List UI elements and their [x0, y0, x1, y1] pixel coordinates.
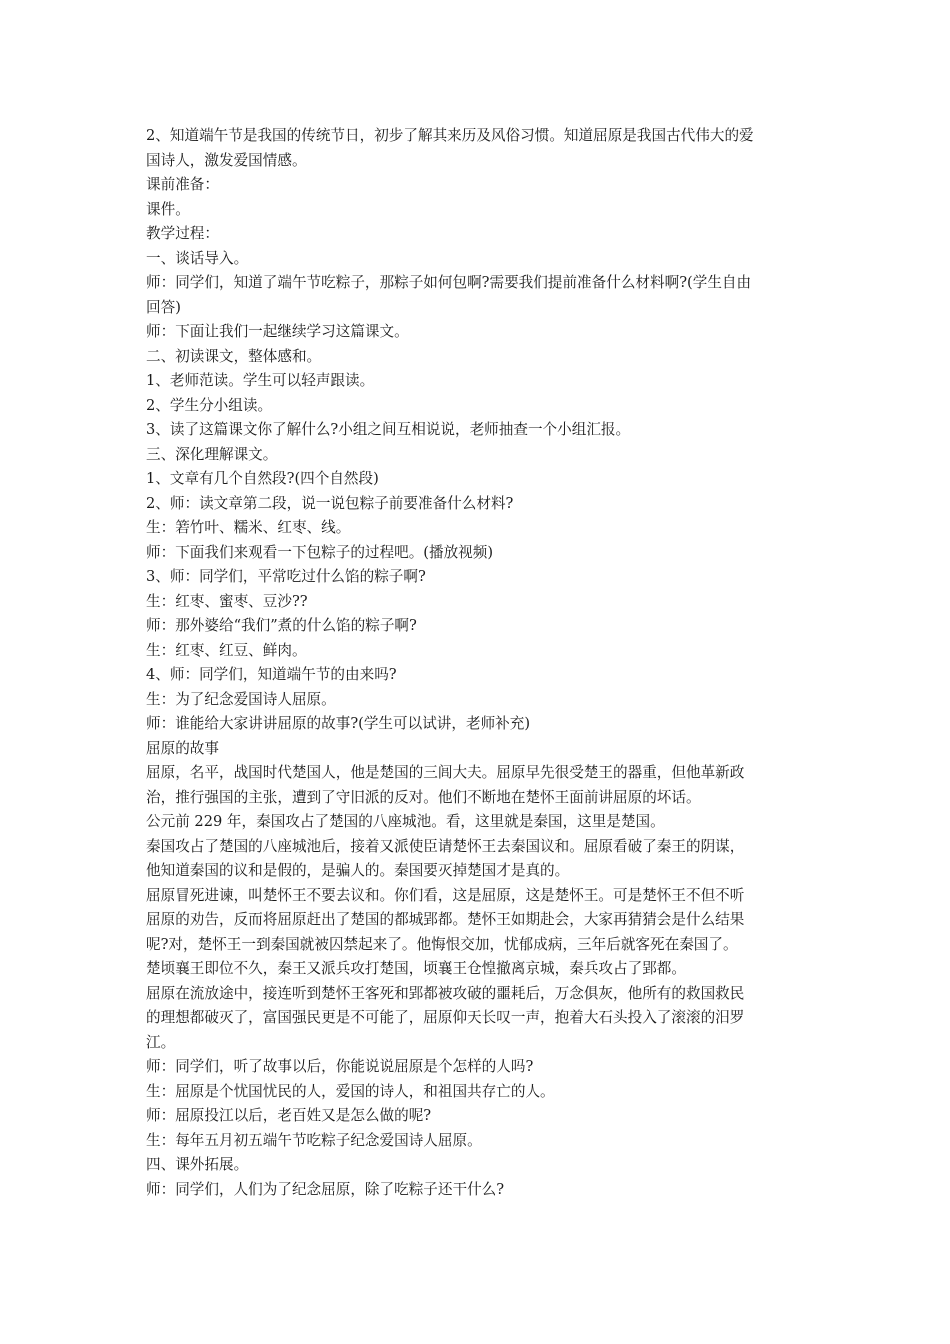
- document-body: [146, 124, 812, 1202]
- text-line: 师：下面我们来观看一下包粽子的过程吧。(播放视频): [146, 543, 494, 561]
- text-line: 3、师：同学们，平常吃过什么馅的粽子啊?: [146, 568, 426, 585]
- text-line: 师：同学们，人们为了纪念屈原，除了吃粽子还干什么?: [146, 1180, 505, 1198]
- text-line: 2、师：读文章第二段，说一说包粽子前要准备什么材料?: [146, 494, 514, 512]
- text-line: 1、文章有几个自然段?(四个自然段): [146, 470, 379, 487]
- story-title: 屈原的故事: [146, 739, 219, 757]
- text-line: 课件。: [146, 200, 190, 218]
- text-line: 屈原的劝告，反而将屈原赶出了楚国的都城郢都。楚怀王如期赴会，大家再猜猜会是什么结果: [146, 911, 745, 928]
- section-heading: 一、谈话导入。: [146, 249, 249, 267]
- text-line: 1、老师范读。学生可以轻声跟读。: [146, 372, 375, 389]
- text-line: 师：下面让我们一起继续学习这篇课文。: [146, 323, 409, 340]
- section-heading: 四、课外拓展。: [146, 1156, 249, 1173]
- text-line: 2、知道端午节是我国的传统节日，初步了解其来历及风俗习惯。知道屈原是我国古代伟大的爱: [146, 127, 754, 144]
- text-line: 生：每年五月初五端午节吃粽子纪念爱国诗人屈原。: [146, 1131, 482, 1149]
- section-heading: 教学过程：: [146, 225, 219, 242]
- text-line: 国诗人，激发爱国情感。: [146, 151, 307, 169]
- text-line: 屈原在流放途中，接连听到楚怀王客死和郢都被攻破的噩耗后，万念俱灰，他所有的救国救民: [146, 984, 745, 1002]
- text-line: 生：红枣、红豆、鲜肉。: [146, 641, 307, 659]
- text-line: 4、师：同学们，知道端午节的由来吗?: [146, 666, 397, 683]
- section-heading: 课前准备：: [146, 176, 219, 193]
- text-line: 3、读了这篇课文你了解什么?小组之间互相说说，老师抽查一个小组汇报。: [146, 421, 631, 438]
- text-line: 生：屈原是个忧国忧民的人，爱国的诗人，和祖国共存亡的人。: [146, 1082, 555, 1100]
- section-heading: 二、初读课文，整体感和。: [146, 347, 322, 365]
- text-line: 生：箬竹叶、糯米、红枣、线。: [146, 519, 351, 536]
- text-line: 师：同学们，知道了端午节吃粽子，那粽子如何包啊?需要我们提前准备什么材料啊?(学生自由: [146, 274, 752, 291]
- text-line: 的理想都破灭了，富国强民更是不可能了，屈原仰天长叹一声，抱着大石头投入了滚滚的汨罗: [146, 1009, 745, 1026]
- text-line: 公元前 229 年，秦国攻占了楚国的八座城池。看，这里就是秦国，这里是楚国。: [146, 813, 665, 830]
- section-heading: 三、深化理解课文。: [146, 445, 278, 463]
- text-line: 屈原，名平，战国时代楚国人，他是楚国的三闾大夫。屈原早先很受楚王的器重，但他革新政: [146, 764, 745, 781]
- text-line: 师：谁能给大家讲讲屈原的故事?(学生可以试讲，老师补充): [146, 715, 531, 732]
- text-line: 呢?对，楚怀王一到秦国就被囚禁起来了。他悔恨交加，忧郁成病，三年后就客死在秦国了。: [146, 935, 738, 953]
- text-line: 师：屈原投江以后，老百姓又是怎么做的呢?: [146, 1107, 432, 1124]
- text-line: 生：红枣、蜜枣、豆沙??: [146, 592, 308, 610]
- text-line: 师：同学们，听了故事以后，你能说说屈原是个怎样的人吗?: [146, 1058, 534, 1075]
- text-line: 江。: [146, 1033, 176, 1051]
- text-line: 2、学生分小组读。: [146, 396, 273, 414]
- text-line: 屈原冒死进谏，叫楚怀王不要去议和。你们看，这是屈原，这是楚怀王。可是楚怀王不但不听: [146, 886, 745, 904]
- text-line: 治，推行强国的主张，遭到了守旧派的反对。他们不断地在楚怀王面前讲屈原的坏话。: [146, 788, 701, 806]
- text-line: 生：为了纪念爱国诗人屈原。: [146, 690, 336, 708]
- text-line: 楚顷襄王即位不久，秦王又派兵攻打楚国，顷襄王仓惶撤离京城，秦兵攻占了郢都。: [146, 960, 686, 977]
- text-line: 回答): [146, 298, 181, 316]
- text-line: 秦国攻占了楚国的八座城池后，接着又派使臣请楚怀王去秦国议和。屈原看破了秦王的阴谋，: [146, 837, 745, 855]
- text-line: 师：那外婆给“我们”煮的什么馅的粽子啊?: [146, 617, 417, 634]
- text-line: 他知道秦国的议和是假的，是骗人的。秦国要灭掉楚国才是真的。: [146, 862, 570, 879]
